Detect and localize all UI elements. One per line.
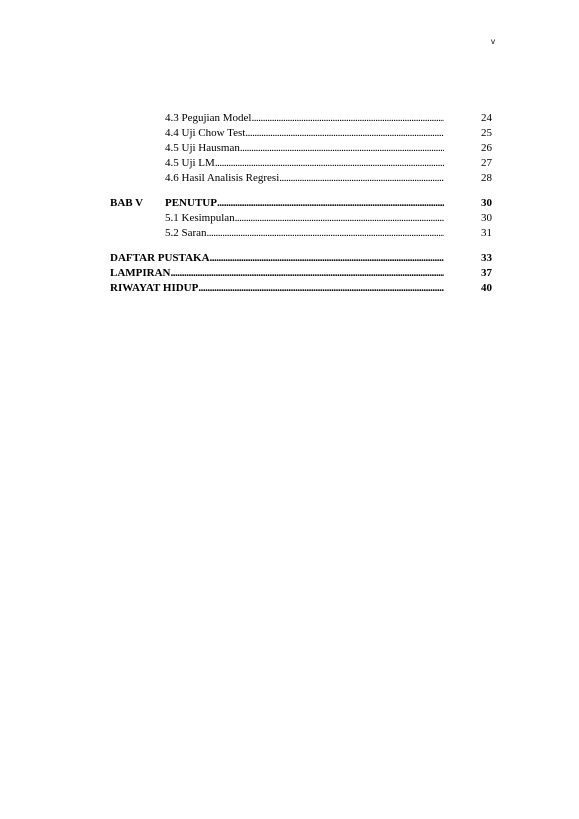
toc-entry-title: 4.5 Uji LM [165,157,215,169]
toc-page-number: 27 [481,157,492,169]
dot-leader [245,126,444,141]
dot-leader [198,281,444,296]
toc-entry-title: 4.3 Pegujian Model [165,112,252,124]
dot-leader [207,226,444,241]
dot-leader [240,141,444,156]
toc-page-number: 40 [481,282,492,294]
page-number: v [491,37,495,46]
chapter-label: BAB V [110,197,144,209]
toc-entry-title: LAMPIRAN [110,267,171,279]
table-of-contents [110,111,492,296]
toc-page-number: 33 [481,252,492,264]
toc-page-number: 26 [481,142,492,154]
toc-entry-5-2 [110,226,492,241]
toc-entry-title: RIWAYAT HIDUP [110,282,199,294]
toc-page-number: 24 [481,112,492,124]
toc-page-number: 25 [481,127,492,139]
toc-chapter-bab-v [110,196,492,211]
toc-entry-4-3 [110,111,492,126]
toc-page-number: 30 [481,212,492,224]
toc-entry-title: 5.1 Kesimpulan [165,212,235,224]
dot-leader [210,251,444,266]
chapter-title: PENUTUP [165,197,217,209]
toc-entry-title: 4.4 Uji Chow Test [165,127,246,139]
toc-daftar-pustaka [110,251,492,266]
toc-entry-title: 5.2 Saran [165,227,207,239]
toc-lampiran [110,266,492,281]
dot-leader [251,111,444,126]
toc-entry-4-6 [110,171,492,186]
dot-leader [279,171,444,186]
toc-page-number: 30 [481,197,492,209]
dot-leader [217,196,444,211]
toc-entry-5-1 [110,211,492,226]
toc-entry-title: DAFTAR PUSTAKA [110,252,210,264]
toc-entry-4-4 [110,126,492,141]
dot-leader [171,266,445,281]
dot-leader [235,211,444,226]
dot-leader [215,156,444,171]
toc-entry-4-5-lm [110,156,492,171]
toc-page-number: 31 [481,227,492,239]
toc-page-number: 37 [481,267,492,279]
toc-entry-title: 4.6 Hasil Analisis Regresi [165,172,280,184]
toc-entry-4-5-hausman [110,141,492,156]
toc-riwayat-hidup [110,281,492,296]
toc-entry-title: 4.5 Uji Hausman [165,142,240,154]
toc-page-number: 28 [481,172,492,184]
